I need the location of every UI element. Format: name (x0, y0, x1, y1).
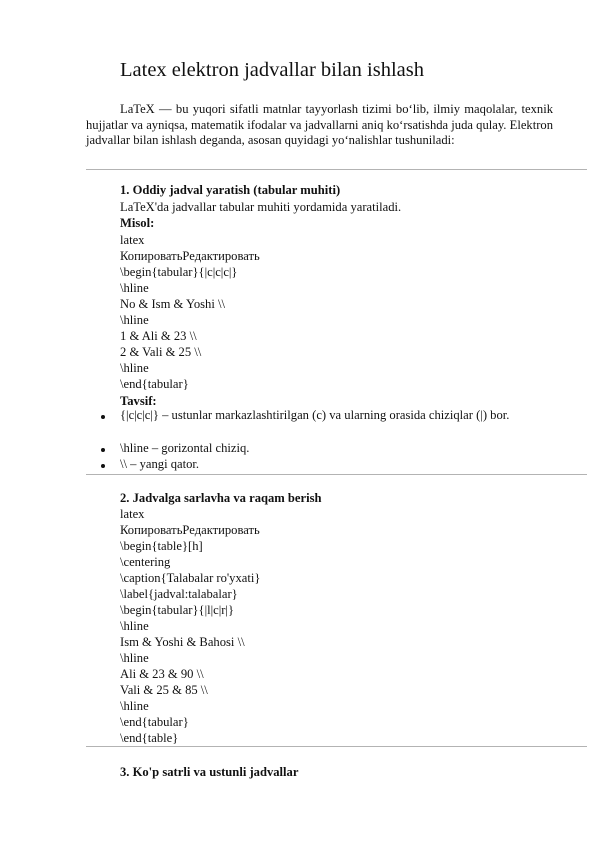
code-line: \begin{tabular}{|l|c|r|} (120, 603, 234, 617)
code-line: \begin{tabular}{|c|c|c|} (120, 265, 238, 279)
code-language-label: latex (120, 507, 145, 521)
code-line: \hline (120, 651, 149, 665)
code-line: \hline (120, 699, 149, 713)
code-line: \end{table} (120, 731, 179, 745)
section-divider (86, 474, 587, 475)
section-heading: 2. Jadvalga sarlavha va raqam berish (120, 491, 322, 505)
copy-edit-buttons[interactable]: КопироватьРедактировать (120, 249, 260, 263)
code-line: \caption{Talabalar ro'yxati} (120, 571, 261, 585)
intro-text: LaTeX — bu yuqori sifatli matnlar tayyorlash tizimi bo‘lib, ilmiy maqolalar, texnik hujjatlar va ayniqsa, matematik ifodalar va jadvallarni aniq ko‘rsatishda juda qulay. Elektron jadvallar bilan ishlash deganda, asosan quyidagi yo‘nalishlar tushuniladi: (86, 102, 553, 148)
code-line: 2 & Vali & 25 \\ (120, 345, 202, 359)
list-item: {|c|c|c|} – ustunlar markazlashtirilgan (c) va ularning orasida chiziqlar (|) bor. (120, 408, 510, 422)
code-line: Vali & 25 & 85 \\ (120, 683, 208, 697)
bullet-icon (101, 448, 105, 452)
code-line: \end{tabular} (120, 377, 189, 391)
page-title: Latex elektron jadvallar bilan ishlash (120, 59, 424, 81)
section-description: LaTeX'da jadvallar tabular muhiti yordamida yaratiladi. (120, 200, 402, 214)
code-line: \begin{table}[h] (120, 539, 203, 553)
code-line: No & Ism & Yoshi \\ (120, 297, 225, 311)
code-line: \hline (120, 619, 149, 633)
section-heading: 3. Ko'p satrli va ustunli jadvallar (120, 765, 299, 779)
code-line: \hline (120, 281, 149, 295)
code-line: \hline (120, 313, 149, 327)
section-heading: 1. Oddiy jadval yaratish (tabular muhiti) (120, 183, 341, 197)
example-label: Misol: (120, 216, 155, 230)
code-line: \label{jadval:talabalar} (120, 587, 238, 601)
code-line: \centering (120, 555, 171, 569)
bullet-icon (101, 464, 105, 468)
code-line: \end{tabular} (120, 715, 189, 729)
code-line: 1 & Ali & 23 \\ (120, 329, 197, 343)
code-line: \hline (120, 361, 149, 375)
code-line: Ali & 23 & 90 \\ (120, 667, 204, 681)
description-label: Tavsif: (120, 394, 157, 408)
intro-paragraph (86, 102, 553, 149)
list-item: \\ – yangi qator. (120, 457, 200, 471)
copy-edit-buttons[interactable]: КопироватьРедактировать (120, 523, 260, 537)
section-divider (86, 746, 587, 747)
code-language-label: latex (120, 233, 145, 247)
code-line: Ism & Yoshi & Bahosi \\ (120, 635, 245, 649)
bullet-icon (101, 415, 105, 419)
section-divider (86, 169, 587, 170)
list-item: \hline – gorizontal chiziq. (120, 441, 250, 455)
